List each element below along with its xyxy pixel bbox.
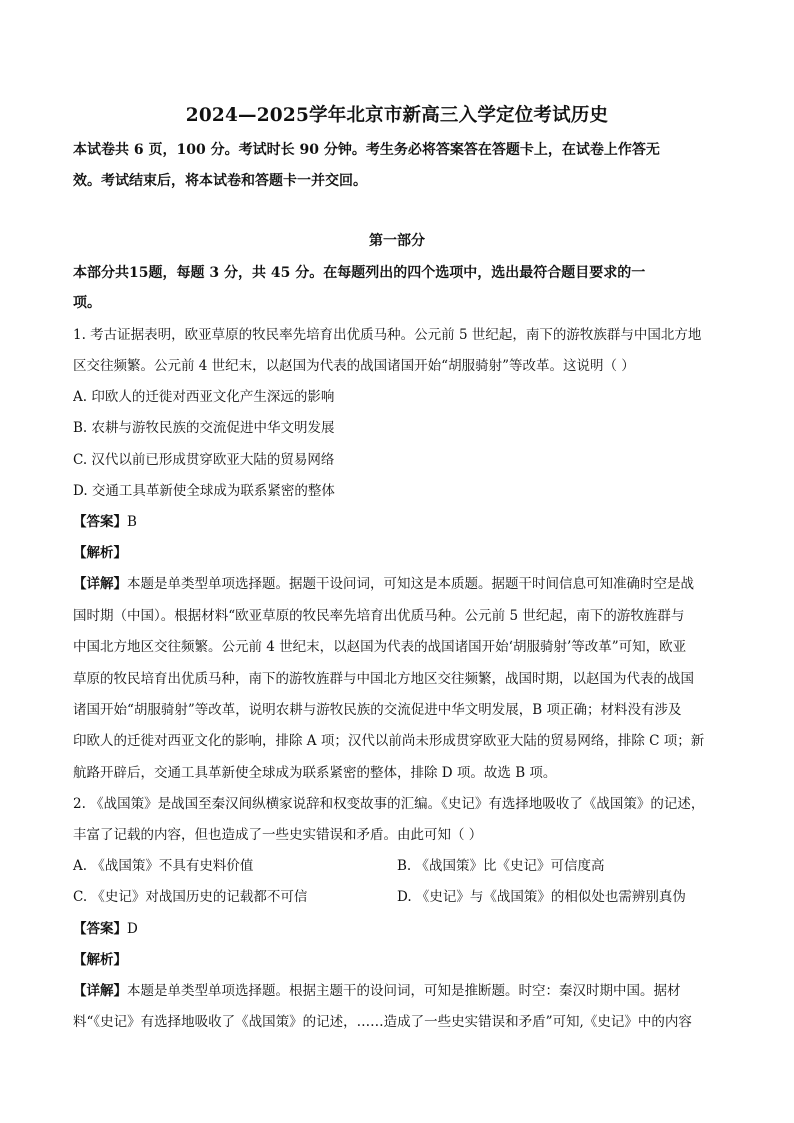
q2-detail-line-2: 料“《史记》有选择地吸收了《战国策》的记述，……造成了一些史实错误和矛盾”可知,《史记》中的内容 [73, 1014, 692, 1030]
q1-analysis-tag: 【解析】 [73, 545, 127, 561]
q1-detail-line-4: 草原的牧民培育出优质马种，南下的游牧旌群与中国北方地区交往频繁，战国时期，以赵国为代表的战国 [73, 671, 694, 687]
q2-answer [73, 918, 735, 940]
q2-analysis-tag: 【解析】 [73, 952, 127, 968]
section-desc-line-1: 本部分共15题，每题 3 分，共 45 分。在每题列出的四个选项中，选出最符合题目要求的一 [73, 265, 646, 281]
q1-option-b: B. 农耕与游牧民族的交流促进中华文明发展 [73, 420, 335, 436]
page-title: 2024—2025学年北京市新高三入学定位考试历史 [185, 105, 609, 126]
q1-option-d: D. 交通工具革新使全球成为联系紧密的整体 [73, 483, 335, 499]
q1-detail-text-1: 本题是单类型单项选择题。据题干设问词，可知这是本质题。据题干时间信息可知准确时空是战 [127, 576, 694, 592]
intro-line-2: 效。考试结束后，将本试卷和答题卡一并交回。 [73, 173, 367, 189]
q1-detail-line-1 [73, 573, 735, 595]
q1-detail-line-7: 航路开辟后，交通工具革新使全球成为联系紧密的整体，排除 D 项。故选 B 项。 [73, 765, 557, 781]
q1-answer [73, 511, 735, 533]
q1-detail-tag: 【详解】 [73, 576, 127, 592]
q1-stem-line-1: 1. 考古证据表明，欧亚草原的牧民率先培育出优质马种。公元前 5 世纪起，南下的游牧族群与中国北方地 [73, 327, 702, 343]
q2-stem-line-2: 丰富了记载的内容，但也造成了一些史实错误和矛盾。由此可知（ ） [73, 827, 483, 843]
q1-detail-line-3: 中国北方地区交往频繁。公元前 4 世纪末，以赵国为代表的战国诸国开始‘胡服骑射’等改革”可知，欧亚 [73, 639, 687, 655]
q1-option-a: A. 印欧人的迁徙对西亚文化产生深远的影响 [73, 389, 335, 405]
intro-line-1: 本试卷共 6 页，100 分。考试时长 90 分钟。考生务必将答案答在答题卡上，在试卷上作答无 [73, 142, 660, 158]
q2-option-c: C. 《史记》对战国历史的记载都不可信 [73, 889, 308, 905]
q1-stem-line-2: 区交往频繁。公元前 4 世纪末，以赵国为代表的战国诸国开始“胡服骑射”等改革。这说明（ ） [73, 358, 635, 374]
q2-answer-value: D [127, 921, 138, 937]
q1-answer-tag: 【答案】 [73, 514, 127, 530]
q1-option-c: C. 汉代以前已形成贯穿欧亚大陆的贸易网络 [73, 452, 335, 468]
section-title: 第一部分 [369, 233, 425, 249]
q2-option-b: B. 《战国策》比《史记》可信度高 [397, 858, 605, 874]
q2-detail-line-1 [73, 980, 735, 1002]
q2-stem-line-1: 2. 《战国策》是战国至秦汉间纵横家说辞和权变故事的汇编。《史记》有选择地吸收了《战国策》的记述， [73, 796, 705, 812]
q1-answer-value: B [127, 514, 137, 530]
q1-detail-line-2: 国时期（中国）。根据材料“欧亚草原的牧民率先培育出优质马种。公元前 5 世纪起，南下的游牧旌群与 [73, 608, 685, 624]
q2-option-a: A. 《战国策》不具有史料价值 [73, 858, 254, 874]
q2-answer-tag: 【答案】 [73, 921, 127, 937]
q2-detail-text-1: 本题是单类型单项选择题。根据主题干的设问词，可知是推断题。时空：秦汉时期中国。据材 [127, 983, 681, 999]
q2-option-d: D. 《史记》与《战国策》的相似处也需辨别真伪 [397, 889, 686, 905]
q1-detail-line-5: 诸国开始“胡服骑射”等改革，说明农耕与游牧民族的交流促进中华文明发展，B 项正确；材料没有涉及 [73, 702, 682, 718]
q2-detail-tag: 【详解】 [73, 983, 127, 999]
section-desc-line-2: 项。 [73, 295, 101, 311]
q1-detail-line-6: 印欧人的迁徙对西亚文化的影响，排除 A 项；汉代以前尚未形成贯穿欧亚大陆的贸易网络，排除 C 项；新 [73, 733, 705, 749]
